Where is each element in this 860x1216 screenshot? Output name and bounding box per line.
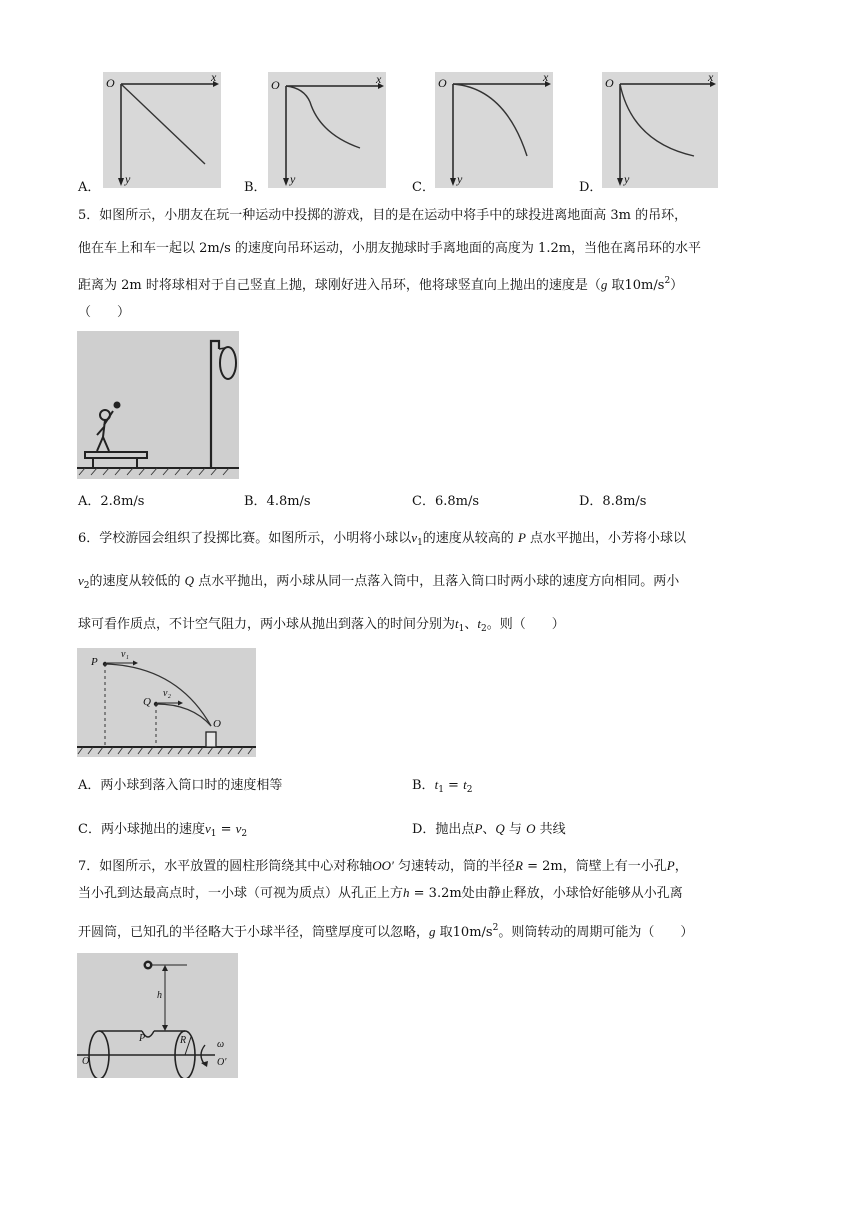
graph-x-label: x bbox=[211, 72, 217, 84]
q5-option-b: B．4.8m/s bbox=[244, 494, 311, 509]
q7-fig-label-O-prime: O′ bbox=[217, 1057, 227, 1068]
q4-option-c-label: C． bbox=[412, 180, 435, 195]
q7-fig-label-P: P bbox=[139, 1033, 146, 1044]
q6-option-d: D．抛出点P、Q 与 O 共线 bbox=[412, 821, 566, 837]
q5-figure-ring-toss bbox=[77, 331, 239, 479]
q5-answer-bracket: （ ） bbox=[78, 305, 131, 320]
graph-origin-label: O bbox=[605, 76, 614, 90]
graph-origin-label: O bbox=[106, 76, 115, 90]
q4-graph-d bbox=[602, 72, 718, 188]
q7-fig-label-omega: ω bbox=[217, 1039, 225, 1050]
q6-fig-label-P: P bbox=[91, 656, 98, 668]
q7-stem-line-1: 7．如图所示，水平放置的圆柱形筒绕其中心对称轴OO′ 匀速转动，筒的半径R = 2m，筒壁上有一小孔P， bbox=[78, 858, 688, 874]
q4-graph-b bbox=[268, 72, 386, 188]
q6-option-a: A．两小球到落入筒口时的速度相等 bbox=[78, 778, 283, 793]
q7-fig-label-R: R bbox=[180, 1035, 187, 1046]
q5-option-d: D．8.8m/s bbox=[579, 494, 647, 509]
q6-option-c: C．两小球抛出的速度$v_1 = v_2$ bbox=[78, 821, 248, 839]
graph-origin-label: O bbox=[271, 78, 280, 92]
q5-stem-line-2: 他在车上和车一起以 2m/s 的速度向吊环运动，小朋友抛球时手离地面的高度为 1.2m，当他在离吊环的水平 bbox=[78, 241, 702, 256]
q6-stem-line-3: 球可看作质点，不计空气阻力，两小球从抛出到落入的时间分别为$t_1$、$t_2$。则（ ） bbox=[78, 616, 565, 634]
q4-option-d-label: D． bbox=[579, 180, 603, 195]
q6-option-b: B．$t_1 = t_2$ bbox=[412, 777, 473, 795]
q7-figure-rotating-cylinder bbox=[77, 953, 238, 1078]
q5-stem-line-3: 距离为 2m 时将球相对于自己竖直上抛，球刚好进入吊环，他将球竖直向上抛出的速度是（g 取$10m/s^2$） bbox=[78, 276, 684, 293]
q6-stem-line-1: 6．学校游园会组织了投掷比赛。如图所示，小明将小球以$v_1$的速度从较高的 P 点水平抛出，小芳将小球以 bbox=[78, 530, 687, 548]
graph-x-label: x bbox=[708, 72, 714, 84]
graph-y-label: y bbox=[290, 172, 296, 186]
q6-fig-label-O: O bbox=[213, 718, 221, 730]
q6-fig-label-v1: v₁ bbox=[121, 649, 129, 660]
q7-fig-label-O: O bbox=[82, 1056, 90, 1067]
q7-stem-line-2: 当小孔到达最高点时，一小球（可视为质点）从孔正上方h = 3.2m处由静止释放，小球恰好能够从小孔离 bbox=[78, 885, 683, 901]
q7-stem-line-3: 开圆筒，已知孔的半径略大于小球半径，筒壁厚度可以忽略，g 取$10m/s^2$。则筒转动的周期可能为（ ） bbox=[78, 923, 694, 940]
q4-graph-a bbox=[103, 72, 221, 188]
graph-y-label: y bbox=[457, 172, 463, 186]
q4-graph-c bbox=[435, 72, 553, 188]
q6-fig-label-v2: v₂ bbox=[163, 688, 171, 699]
graph-x-label: x bbox=[376, 72, 382, 86]
graph-y-label: y bbox=[624, 172, 630, 186]
q6-fig-label-Q: Q bbox=[143, 696, 151, 708]
graph-y-label: y bbox=[125, 172, 131, 186]
graph-origin-label: O bbox=[438, 76, 447, 90]
q4-option-a-label: A． bbox=[78, 180, 101, 195]
q4-option-b-label: B． bbox=[244, 180, 267, 195]
q5-option-a: A．2.8m/s bbox=[78, 494, 145, 509]
q7-fig-label-h: h bbox=[157, 990, 162, 1001]
q6-stem-line-2: $v_2$的速度从较低的 Q 点水平抛出，两小球从同一点落入筒中，且落入筒口时两小球的速度方向相同。两小 bbox=[78, 573, 680, 591]
graph-x-label: x bbox=[543, 72, 549, 84]
q5-stem-line-1: 5．如图所示，小朋友在玩一种运动中投掷的游戏，目的是在运动中将手中的球投进离地面高 3m 的吊环， bbox=[78, 208, 688, 223]
q6-figure-projectile bbox=[77, 648, 256, 757]
q5-option-c: C．6.8m/s bbox=[412, 494, 479, 509]
